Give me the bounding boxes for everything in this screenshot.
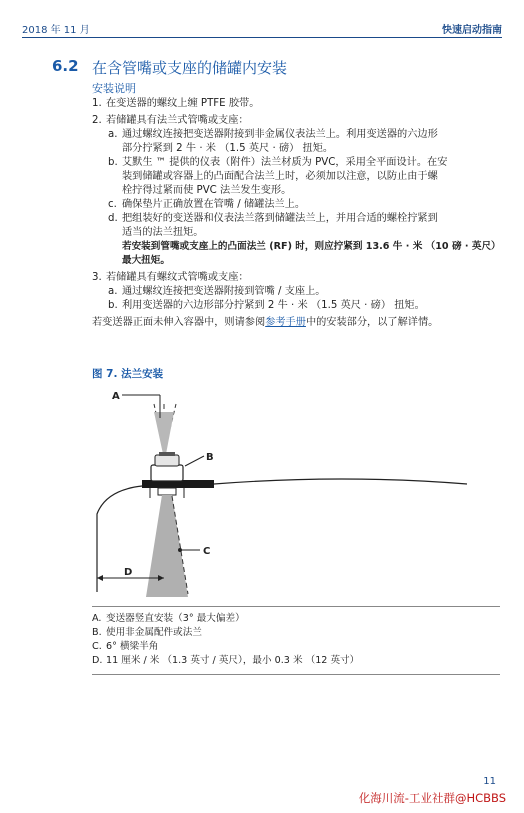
legend-key-a: A. (92, 613, 102, 624)
step-2b-line-1: 艾默生 ™ 提供的仪表（附件）法兰材质为 PVC，采用全平面设计。在安 (122, 157, 448, 168)
header-rule (22, 37, 502, 38)
dimension-d-arrow-left (97, 575, 103, 581)
page-header (22, 18, 502, 40)
step-1-text: 在变送器的螺纹上缠 PTFE 胶带。 (106, 98, 260, 109)
header-date: 2018 年 11 月 (22, 25, 90, 36)
legend-text-a: 变送器竖直安装（3° 最大偏差） (106, 613, 245, 624)
note-suffix: 中的安装部分，以了解详情。 (305, 317, 439, 328)
step-3a (92, 285, 510, 299)
legend-key-d: D. (92, 655, 103, 666)
transmitter-head (155, 455, 179, 466)
step-3-text: 若储罐具有螺纹式管嘴或支座： (106, 272, 249, 283)
step-2c-text: 确保垫片正确放置在管嘴 / 储罐法兰上。 (122, 199, 306, 210)
reference-manual-link[interactable]: 参考手册 (265, 317, 306, 328)
instructions (92, 82, 510, 330)
note-prefix: 若变送器正面未伸入容器中，则请参阅 (92, 317, 266, 328)
beam-cone (146, 495, 188, 597)
legend-key-b: B. (92, 627, 102, 638)
tank-top (214, 479, 467, 484)
figure-title: 图 7. 法兰安装 (92, 368, 164, 380)
page-number: 11 (483, 776, 496, 787)
label-d: D (124, 567, 133, 578)
legend-item-d (92, 654, 359, 668)
transmitter-thread (158, 488, 176, 495)
label-b: B (206, 452, 214, 463)
figure-divider-bottom (92, 674, 500, 675)
step-3b-text: 利用变送器的六边形部分拧紧到 2 牛 · 米 （1.5 英尺 · 磅） 扭矩。 (122, 300, 425, 311)
legend-text-d: 11 厘米 / 米 （1.3 英寸 / 英尺），最小 0.3 米 （12 英寸） (106, 655, 360, 666)
instructions-subtitle: 安装说明 (92, 82, 136, 95)
legend-key-c: C. (92, 641, 102, 652)
step-1 (92, 97, 510, 111)
tilt-cone (154, 412, 174, 454)
step-2d (92, 212, 510, 268)
step-3-number: 3. (92, 272, 102, 283)
step-3 (92, 271, 510, 285)
legend-item-b (92, 626, 359, 640)
transmitter-cap (159, 452, 175, 456)
step-2 (92, 114, 510, 128)
step-2a-line-1: 通过螺纹连接把变送器附接到非金属仪表法兰上。利用变送器的六边形 (122, 129, 438, 140)
reference-note (92, 316, 510, 330)
step-2b-number: b. (108, 157, 118, 168)
step-2b-line-3: 栓拧得过紧而使 PVC 法兰发生变形。 (122, 185, 292, 196)
step-2-text: 若储罐具有法兰式管嘴或支座： (106, 115, 249, 126)
label-c: C (203, 546, 211, 557)
leader-b (185, 456, 204, 466)
figure-divider-top (92, 606, 500, 607)
step-2a (92, 128, 510, 156)
step-2d-number: d. (108, 213, 118, 224)
watermark-text: 化海川流-工业社群@HCBBS (358, 791, 506, 805)
step-3a-text: 通过螺纹连接把变送器附接到管嘴 / 支座上。 (122, 286, 326, 297)
step-2-number: 2. (92, 115, 102, 126)
step-2d-line-2: 适当的法兰扭矩。 (122, 227, 204, 238)
step-3a-number: a. (108, 286, 118, 297)
transmitter-housing (151, 465, 183, 481)
legend-text-b: 使用非金属配件或法兰 (106, 627, 202, 638)
step-2c (92, 198, 510, 212)
legend-item-c (92, 640, 359, 654)
step-1-number: 1. (92, 98, 102, 109)
step-2b (92, 156, 510, 198)
header-doc-title: 快速启动指南 (442, 25, 502, 36)
label-a: A (112, 391, 120, 402)
legend-item-a (92, 612, 359, 626)
legend-text-c: 6° 横梁半角 (106, 641, 159, 652)
flange-installation-diagram (92, 382, 492, 604)
section-number: 6.2 (52, 57, 79, 75)
step-2d-bold-line-1: 若安装到管嘴或支座上的凸面法兰 (RF) 时，则应拧紧到 13.6 牛 · 米 （10 磅 · 英尺） (122, 241, 501, 252)
step-3b-number: b. (108, 300, 118, 311)
step-3b (92, 299, 510, 313)
section-title: 在含管嘴或支座的储罐内安装 (92, 59, 288, 77)
step-2b-line-2: 装到储罐或容器上的凸面配合法兰上时，必须加以注意，以防止由于螺 (122, 171, 438, 182)
step-2d-line-1: 把组装好的变送器和仪表法兰落到储罐法兰上，并用合适的螺栓拧紧到 (122, 213, 438, 224)
step-2c-number: c. (108, 199, 117, 210)
step-2a-number: a. (108, 129, 118, 140)
tank-wall-left (97, 486, 142, 592)
figure-legend (92, 612, 359, 668)
step-2a-line-2: 部分拧紧到 2 牛 · 米 （1.5 英尺 · 磅） 扭矩。 (122, 143, 334, 154)
step-2d-bold-line-2: 最大扭矩。 (122, 255, 170, 266)
